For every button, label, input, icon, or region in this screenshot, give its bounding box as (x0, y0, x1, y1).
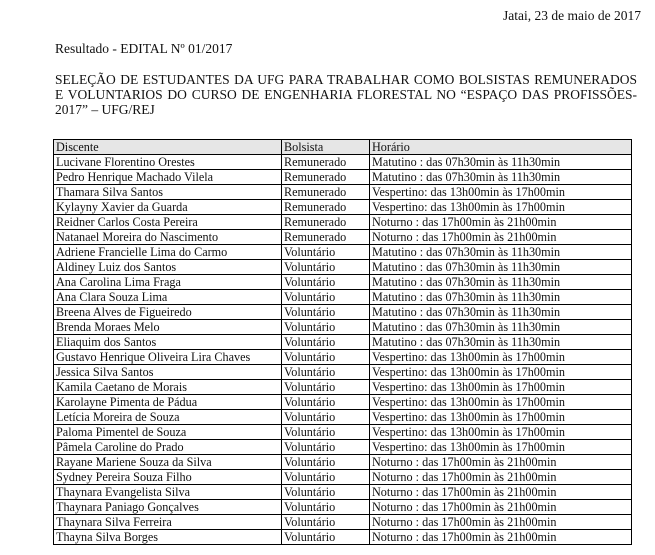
scholarship-type-cell: Voluntário (282, 320, 370, 335)
student-name-cell: Aldiney Luiz dos Santos (54, 260, 282, 275)
table-row (54, 170, 632, 185)
schedule-cell: Noturno : das 17h00min às 21h00min (370, 455, 632, 470)
student-name-cell: Gustavo Henrique Oliveira Lira Chaves (54, 350, 282, 365)
schedule-cell: Matutino : das 07h30min às 11h30min (370, 275, 632, 290)
schedule-cell: Matutino : das 07h30min às 11h30min (370, 245, 632, 260)
scholarship-type-cell: Remunerado (282, 170, 370, 185)
student-name-cell: Pedro Henrique Machado Vilela (54, 170, 282, 185)
table-row (54, 335, 632, 350)
schedule-cell: Matutino : das 07h30min às 11h30min (370, 155, 632, 170)
scholarship-type-cell: Voluntário (282, 350, 370, 365)
schedule-cell: Matutino : das 07h30min às 11h30min (370, 170, 632, 185)
scholarship-type-cell: Voluntário (282, 290, 370, 305)
header-discente: Discente (54, 140, 282, 155)
scholarship-type-cell: Voluntário (282, 440, 370, 455)
student-name-cell: Breena Alves de Figueiredo (54, 305, 282, 320)
scholarship-type-cell: Voluntário (282, 260, 370, 275)
scholarship-type-cell: Voluntário (282, 395, 370, 410)
schedule-cell: Matutino : das 07h30min às 11h30min (370, 305, 632, 320)
schedule-cell: Noturno : das 17h00min às 21h00min (370, 485, 632, 500)
table-row (54, 275, 632, 290)
table-row (54, 485, 632, 500)
student-name-cell: Ana Carolina Lima Fraga (54, 275, 282, 290)
student-name-cell: Rayane Mariene Souza da Silva (54, 455, 282, 470)
student-name-cell: Kylayny Xavier da Guarda (54, 200, 282, 215)
student-name-cell: Paloma Pimentel de Souza (54, 425, 282, 440)
scholarship-type-cell: Remunerado (282, 200, 370, 215)
table-row (54, 260, 632, 275)
schedule-cell: Noturno : das 17h00min às 21h00min (370, 470, 632, 485)
student-name-cell: Kamila Caetano de Morais (54, 380, 282, 395)
schedule-cell: Matutino : das 07h30min às 11h30min (370, 335, 632, 350)
scholarship-type-cell: Remunerado (282, 155, 370, 170)
table-row (54, 395, 632, 410)
schedule-cell: Noturno : das 17h00min às 21h00min (370, 215, 632, 230)
table-row (54, 410, 632, 425)
schedule-cell: Vespertino: das 13h00min às 17h00min (370, 395, 632, 410)
student-name-cell: Ana Clara Souza Lima (54, 290, 282, 305)
schedule-cell: Vespertino: das 13h00min às 17h00min (370, 200, 632, 215)
scholarship-type-cell: Voluntário (282, 530, 370, 545)
scholarship-type-cell: Voluntário (282, 335, 370, 350)
scholarship-type-cell: Voluntário (282, 455, 370, 470)
table-row (54, 425, 632, 440)
table-row (54, 320, 632, 335)
table-row (54, 470, 632, 485)
student-name-cell: Lucivane Florentino Orestes (54, 155, 282, 170)
scholarship-type-cell: Voluntário (282, 500, 370, 515)
scholarship-type-cell: Voluntário (282, 425, 370, 440)
schedule-cell: Noturno : das 17h00min às 21h00min (370, 515, 632, 530)
table-row (54, 380, 632, 395)
table-row (54, 500, 632, 515)
schedule-cell: Noturno : das 17h00min às 21h00min (370, 500, 632, 515)
student-name-cell: Eliaquim dos Santos (54, 335, 282, 350)
table-row (54, 515, 632, 530)
student-name-cell: Thayna Silva Borges (54, 530, 282, 545)
table-row (54, 365, 632, 380)
scholarship-type-cell: Voluntário (282, 380, 370, 395)
table-row (54, 245, 632, 260)
table-row (54, 290, 632, 305)
document-date: Jatai, 23 de maio de 2017 (503, 8, 641, 23)
table-row (54, 200, 632, 215)
header-horario: Horário (370, 140, 632, 155)
scholarship-type-cell: Voluntário (282, 515, 370, 530)
table-row (54, 455, 632, 470)
table-body (54, 155, 632, 545)
table-row (54, 185, 632, 200)
table-row (54, 230, 632, 245)
scholarship-type-cell: Remunerado (282, 185, 370, 200)
student-name-cell: Thaynara Silva Ferreira (54, 515, 282, 530)
student-name-cell: Brenda Moraes Melo (54, 320, 282, 335)
result-title: Resultado - EDITAL Nº 01/2017 (55, 41, 233, 56)
student-name-cell: Natanael Moreira do Nascimento (54, 230, 282, 245)
student-name-cell: Thaynara Paniago Gonçalves (54, 500, 282, 515)
student-name-cell: Jessica Silva Santos (54, 365, 282, 380)
student-name-cell: Adriene Francielle Lima do Carmo (54, 245, 282, 260)
schedule-cell: Matutino : das 07h30min às 11h30min (370, 290, 632, 305)
scholarship-type-cell: Voluntário (282, 365, 370, 380)
scholarship-type-cell: Remunerado (282, 230, 370, 245)
table-header-row (54, 140, 632, 155)
schedule-cell: Vespertino: das 13h00min às 17h00min (370, 350, 632, 365)
document-heading: SELEÇÃO DE ESTUDANTES DA UFG PARA TRABALHAR COMO BOLSISTAS REMUNERADOS E VOLUNTARIOS DO CURSO DE ENGENHARIA FLORESTAL NO “ESPAÇO DAS PROFISSÕES-2017” – UFG/REJ (55, 72, 637, 117)
table-row (54, 215, 632, 230)
scholarship-type-cell: Voluntário (282, 275, 370, 290)
scholarship-type-cell: Voluntário (282, 485, 370, 500)
student-name-cell: Thaynara Evangelista Silva (54, 485, 282, 500)
schedule-cell: Vespertino: das 13h00min às 17h00min (370, 425, 632, 440)
student-name-cell: Sydney Pereira Souza Filho (54, 470, 282, 485)
results-table (53, 139, 632, 545)
schedule-cell: Vespertino: das 13h00min às 17h00min (370, 365, 632, 380)
student-name-cell: Karolayne Pimenta de Pádua (54, 395, 282, 410)
schedule-cell: Vespertino: das 13h00min às 17h00min (370, 380, 632, 395)
scholarship-type-cell: Voluntário (282, 305, 370, 320)
student-name-cell: Reidner Carlos Costa Pereira (54, 215, 282, 230)
schedule-cell: Vespertino: das 13h00min às 17h00min (370, 410, 632, 425)
table-row (54, 350, 632, 365)
table-row (54, 155, 632, 170)
header-bolsista: Bolsista (282, 140, 370, 155)
schedule-cell: Noturno : das 17h00min às 21h00min (370, 230, 632, 245)
student-name-cell: Pâmela Caroline do Prado (54, 440, 282, 455)
scholarship-type-cell: Remunerado (282, 215, 370, 230)
scholarship-type-cell: Voluntário (282, 410, 370, 425)
schedule-cell: Matutino : das 07h30min às 11h30min (370, 260, 632, 275)
table-row (54, 305, 632, 320)
schedule-cell: Vespertino: das 13h00min às 17h00min (370, 185, 632, 200)
schedule-cell: Vespertino: das 13h00min às 17h00min (370, 440, 632, 455)
schedule-cell: Noturno : das 17h00min às 21h00min (370, 530, 632, 545)
table-row (54, 530, 632, 545)
schedule-cell: Matutino : das 07h30min às 11h30min (370, 320, 632, 335)
scholarship-type-cell: Voluntário (282, 245, 370, 260)
student-name-cell: Thamara Silva Santos (54, 185, 282, 200)
scholarship-type-cell: Voluntário (282, 470, 370, 485)
table-row (54, 440, 632, 455)
student-name-cell: Letícia Moreira de Souza (54, 410, 282, 425)
